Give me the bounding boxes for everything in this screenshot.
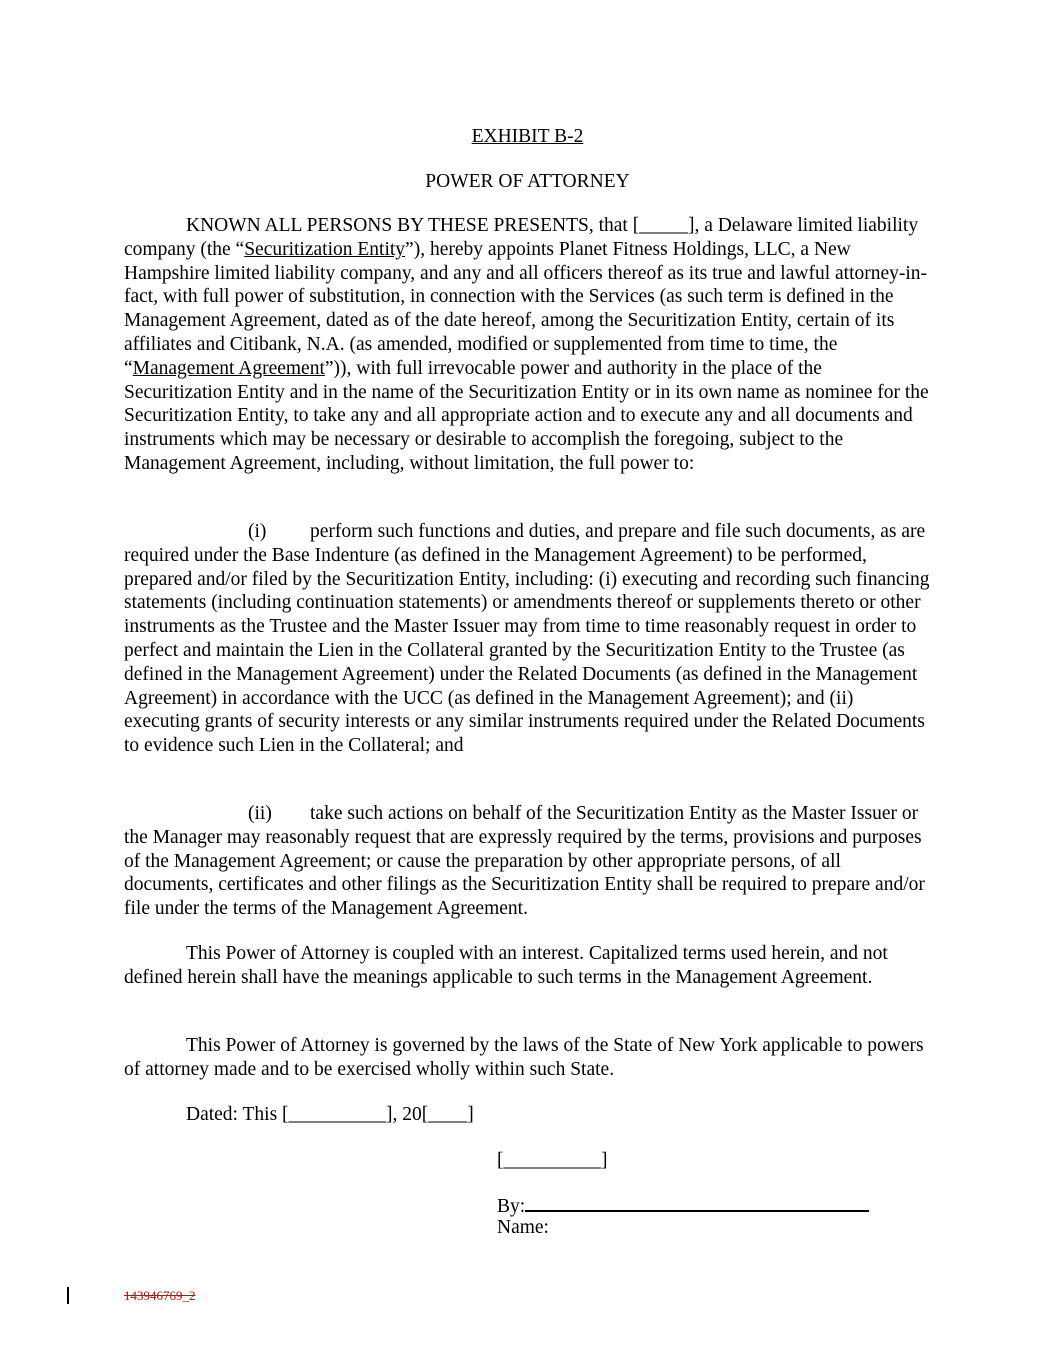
list-item [124, 802, 934, 921]
by-label: By: [497, 1196, 526, 1217]
document-id: 143946769_2 [124, 1288, 196, 1303]
list-item-number: (i) [248, 521, 267, 542]
list-item-text: take such actions on behalf of the Securitization Entity as the Master Issuer or the Manager may reasonably request that are expressly required by the terms, provisions and purposes of the Management Agreement; or cause the preparation by other appropriate persons, of all documents, certificates and other filings as the Securitization Entity shall be required to prepare and/or file under the terms of the Management Agreement. [124, 803, 925, 920]
dated-line: Dated: This [__________], 20[____] [186, 1104, 474, 1125]
signatory-entity-placeholder: [__________] [497, 1150, 608, 1171]
governing-law-paragraph: This Power of Attorney is governed by the laws of the State of New York applicable to powers of attorney made and to be exercised wholly within such State. [124, 1035, 924, 1080]
exhibit-heading: EXHIBIT B-2 [471, 126, 584, 147]
intro-paragraph [124, 214, 934, 476]
list-item [124, 520, 934, 758]
intro-text-1: KNOWN ALL PERSONS BY THESE PRESENTS, that [_____], a Delaware limited liability company (the “ [124, 215, 919, 260]
coupled-interest-paragraph: This Power of Attorney is coupled with an interest. Capitalized terms used herein, and not defined herein shall have the meanings applicable to such terms in the Management Agreement. [124, 943, 888, 988]
list-item-number: (ii) [248, 803, 272, 824]
defined-term-management-agreement: Management Agreement [132, 357, 325, 379]
defined-term-securitization-entity: Securitization Entity [244, 238, 406, 260]
list-item-text: perform such functions and duties, and prepare and file such documents, as are required under the Base Indenture (as defined in the Management Agreement) to be performed, prepared and/or filed by the Securitization Entity, including: (i) executing and recording such financing statements (including continuation statements) or amendments thereof or supplements thereto or other instruments as the Trustee and the Master Issuer may from time to time reasonably request in order to perfect and maintain the Lien in the Collateral granted by the Securitization Entity to the Trustee (as defined in the Management Agreement) under the Related Documents (as defined in the Management Agreement) in accordance with the UCC (as defined in the Management Agreement); and (ii) executing grants of security interests or any similar instruments required under the Related Documents to evidence such Lien in the Collateral; and [124, 521, 930, 757]
by-signature-line [497, 1192, 869, 1219]
signature-rule [525, 1192, 869, 1212]
name-label: Name: [497, 1217, 549, 1238]
intro-text-3: ”)), with full irrevocable power and authority in the place of the Securitization Entity and in the name of the Securitization Entity or in its own name as nominee for the Securitization Entity, to take any and all appropriate action and to execute any and all documents and instruments which may be necessary or desirable to accomplish the foregoing, subject to the Management Agreement, including, without limitation, the full power to: [124, 357, 929, 474]
intro-text-2: ”), hereby appoints Planet Fitness Holdings, LLC, a New Hampshire limited liability company, and any and all officers thereof as its true and lawful attorney-in-fact, with full power of substitution, in connection with the Services (as such term is defined in the Management Agreement, dated as of the date hereof, among the Securitization Entity, certain of its affiliates and Citibank, N.A. (as amended, modified or supplemented from time to time, the “ [124, 238, 928, 379]
document-title: POWER OF ATTORNEY [425, 171, 630, 192]
revision-change-bar [67, 1287, 69, 1304]
